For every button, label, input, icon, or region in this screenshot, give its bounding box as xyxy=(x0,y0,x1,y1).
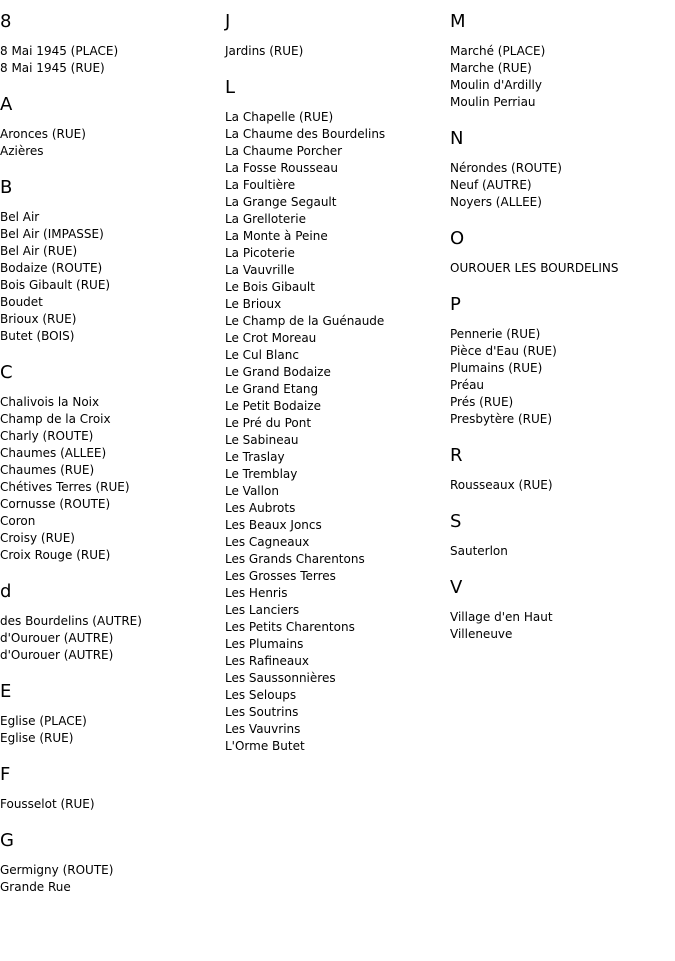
section-letter-heading: R xyxy=(450,445,463,466)
street-list-item: Chalivois la Noix xyxy=(0,395,100,409)
street-list-item: Butet (BOIS) xyxy=(0,329,75,343)
street-list-item: Bel Air (RUE) xyxy=(0,244,78,258)
street-list-item: Champ de la Croix xyxy=(0,412,111,426)
street-list-item: La Monte à Peine xyxy=(225,229,328,243)
index-section xyxy=(450,576,670,643)
street-list-item: Le Grand Etang xyxy=(225,382,319,396)
street-list-item: Coron xyxy=(0,514,36,528)
street-list-item: La Grelloterie xyxy=(225,212,306,226)
street-list-item: Les Petits Charentons xyxy=(225,620,355,634)
column-2 xyxy=(225,10,445,771)
street-list-item: 8 Mai 1945 (RUE) xyxy=(0,61,105,75)
street-list-item: Les Aubrots xyxy=(225,501,296,515)
street-list-item: Les Soutrins xyxy=(225,705,299,719)
section-letter-heading: S xyxy=(450,511,462,532)
street-list-item: Jardins (RUE) xyxy=(225,44,304,58)
street-list-item: La Fosse Rousseau xyxy=(225,161,338,175)
street-list xyxy=(0,613,220,664)
street-list-item: Villeneuve xyxy=(450,627,513,641)
street-list-item: Plumains (RUE) xyxy=(450,361,543,375)
street-list-item: Village d'en Haut xyxy=(450,610,553,624)
index-section xyxy=(0,763,220,813)
street-list-item: Bodaize (ROUTE) xyxy=(0,261,103,275)
street-list-item: Rousseaux (RUE) xyxy=(450,478,553,492)
street-list-item: Le Pré du Pont xyxy=(225,416,312,430)
street-list-item: Pièce d'Eau (RUE) xyxy=(450,344,557,358)
index-section xyxy=(0,10,220,77)
street-list-item: d'Ourouer (AUTRE) xyxy=(0,631,114,645)
street-list xyxy=(0,394,220,564)
street-list-item: Les Henris xyxy=(225,586,288,600)
street-list-item: Les Plumains xyxy=(225,637,304,651)
street-list xyxy=(450,43,670,111)
street-list xyxy=(450,260,670,277)
street-list-item: Sauterlon xyxy=(450,544,508,558)
street-list-item: Chétives Terres (RUE) xyxy=(0,480,130,494)
section-letter-heading: A xyxy=(0,94,13,115)
street-list xyxy=(0,126,220,160)
street-list-item: Les Lanciers xyxy=(225,603,300,617)
street-list-item: Brioux (RUE) xyxy=(0,312,77,326)
street-list-item: La Chaume des Bourdelins xyxy=(225,127,386,141)
street-list-item: Marché (PLACE) xyxy=(450,44,546,58)
street-list-item: Germigny (ROUTE) xyxy=(0,863,114,877)
index-section xyxy=(0,829,220,896)
street-list-item: Les Seloups xyxy=(225,688,297,702)
street-list-item: La Grange Segault xyxy=(225,195,337,209)
section-letter-heading: N xyxy=(450,128,464,149)
street-list-item: Cornusse (ROUTE) xyxy=(0,497,111,511)
street-list-item: Marche (RUE) xyxy=(450,61,532,75)
index-section xyxy=(450,510,670,560)
section-letter-heading: B xyxy=(0,177,13,198)
street-list-item: Le Cul Blanc xyxy=(225,348,299,362)
street-list-item: Les Cagneaux xyxy=(225,535,310,549)
street-list-item: La Chaume Porcher xyxy=(225,144,343,158)
street-list xyxy=(0,43,220,77)
street-list-item: Les Rafineaux xyxy=(225,654,309,668)
index-section xyxy=(0,580,220,664)
index-section xyxy=(0,93,220,160)
street-list-item: Eglise (RUE) xyxy=(0,731,74,745)
street-list-item: Neuf (AUTRE) xyxy=(450,178,532,192)
street-list-item: Le Bois Gibault xyxy=(225,280,315,294)
street-list-item: Charly (ROUTE) xyxy=(0,429,94,443)
street-list-item: Azières xyxy=(0,144,44,158)
street-list-item: Le Tremblay xyxy=(225,467,298,481)
street-list-item: Aronces (RUE) xyxy=(0,127,86,141)
index-section xyxy=(225,76,445,755)
street-list-item: Les Beaux Joncs xyxy=(225,518,322,532)
street-list xyxy=(225,109,445,755)
street-list-item: Les Grosses Terres xyxy=(225,569,336,583)
street-list-item: Le Sabineau xyxy=(225,433,299,447)
index-section xyxy=(450,444,670,494)
street-list xyxy=(450,326,670,428)
street-list-item: Croisy (RUE) xyxy=(0,531,75,545)
street-list-item: La Vauvrille xyxy=(225,263,295,277)
street-list-item: Le Vallon xyxy=(225,484,279,498)
street-list xyxy=(450,160,670,211)
section-letter-heading: C xyxy=(0,362,13,383)
street-list-item: Fousselot (RUE) xyxy=(0,797,95,811)
street-list-item: La Foultière xyxy=(225,178,296,192)
street-list xyxy=(0,713,220,747)
street-list xyxy=(450,543,670,560)
street-list xyxy=(0,209,220,345)
street-list-item: Grande Rue xyxy=(0,880,71,894)
street-list-item: Le Traslay xyxy=(225,450,285,464)
street-list-item: La Chapelle (RUE) xyxy=(225,110,334,124)
street-list-item: OUROUER LES BOURDELINS xyxy=(450,261,619,275)
section-letter-heading: F xyxy=(0,764,11,785)
street-list-item: Presbytère (RUE) xyxy=(450,412,553,426)
street-list-item: Boudet xyxy=(0,295,43,309)
section-letter-heading: V xyxy=(450,577,463,598)
street-list-item: Les Saussonnières xyxy=(225,671,336,685)
street-list-item: La Picoterie xyxy=(225,246,295,260)
index-section xyxy=(0,361,220,564)
section-letter-heading: P xyxy=(450,294,461,315)
street-list xyxy=(450,477,670,494)
street-list-item: Bel Air xyxy=(0,210,40,224)
street-list-item: Nérondes (ROUTE) xyxy=(450,161,562,175)
index-section xyxy=(0,680,220,747)
section-letter-heading: G xyxy=(0,830,14,851)
street-list-item: Croix Rouge (RUE) xyxy=(0,548,111,562)
section-letter-heading: L xyxy=(225,77,236,98)
street-list xyxy=(225,43,445,60)
section-letter-heading: J xyxy=(225,11,231,32)
column-1 xyxy=(0,10,220,912)
index-section xyxy=(450,10,670,111)
index-section xyxy=(450,227,670,277)
street-list-item: Le Champ de la Guénaude xyxy=(225,314,385,328)
street-list-item: Noyers (ALLEE) xyxy=(450,195,542,209)
street-list-item: Chaumes (ALLEE) xyxy=(0,446,107,460)
street-list-item: L'Orme Butet xyxy=(225,739,305,753)
street-list-item: d'Ourouer (AUTRE) xyxy=(0,648,114,662)
street-list xyxy=(450,609,670,643)
street-list-item: Préau xyxy=(450,378,485,392)
street-list-item: Pennerie (RUE) xyxy=(450,327,541,341)
street-list-item: des Bourdelins (AUTRE) xyxy=(0,614,142,628)
section-letter-heading: d xyxy=(0,581,12,602)
street-list-item: Bel Air (IMPASSE) xyxy=(0,227,104,241)
index-section xyxy=(450,293,670,428)
street-list-item: Eglise (PLACE) xyxy=(0,714,87,728)
street-list-item: Moulin Perriau xyxy=(450,95,536,109)
section-letter-heading: M xyxy=(450,11,466,32)
index-section xyxy=(225,10,445,60)
street-list-item: Bois Gibault (RUE) xyxy=(0,278,111,292)
street-list xyxy=(0,862,220,896)
index-section xyxy=(450,127,670,211)
section-letter-heading: E xyxy=(0,681,12,702)
section-letter-heading: O xyxy=(450,228,465,249)
street-list xyxy=(0,796,220,813)
street-list-item: Le Crot Moreau xyxy=(225,331,317,345)
street-list-item: Chaumes (RUE) xyxy=(0,463,95,477)
street-list-item: Prés (RUE) xyxy=(450,395,514,409)
street-list-item: Le Petit Bodaize xyxy=(225,399,321,413)
street-list-item: Les Grands Charentons xyxy=(225,552,365,566)
street-list-item: Le Grand Bodaize xyxy=(225,365,331,379)
street-list-item: Moulin d'Ardilly xyxy=(450,78,542,92)
street-list-item: Le Brioux xyxy=(225,297,282,311)
column-3 xyxy=(450,10,670,659)
index-section xyxy=(0,176,220,345)
section-letter-heading: 8 xyxy=(0,11,12,32)
street-list-item: 8 Mai 1945 (PLACE) xyxy=(0,44,119,58)
street-list-item: Les Vauvrins xyxy=(225,722,301,736)
